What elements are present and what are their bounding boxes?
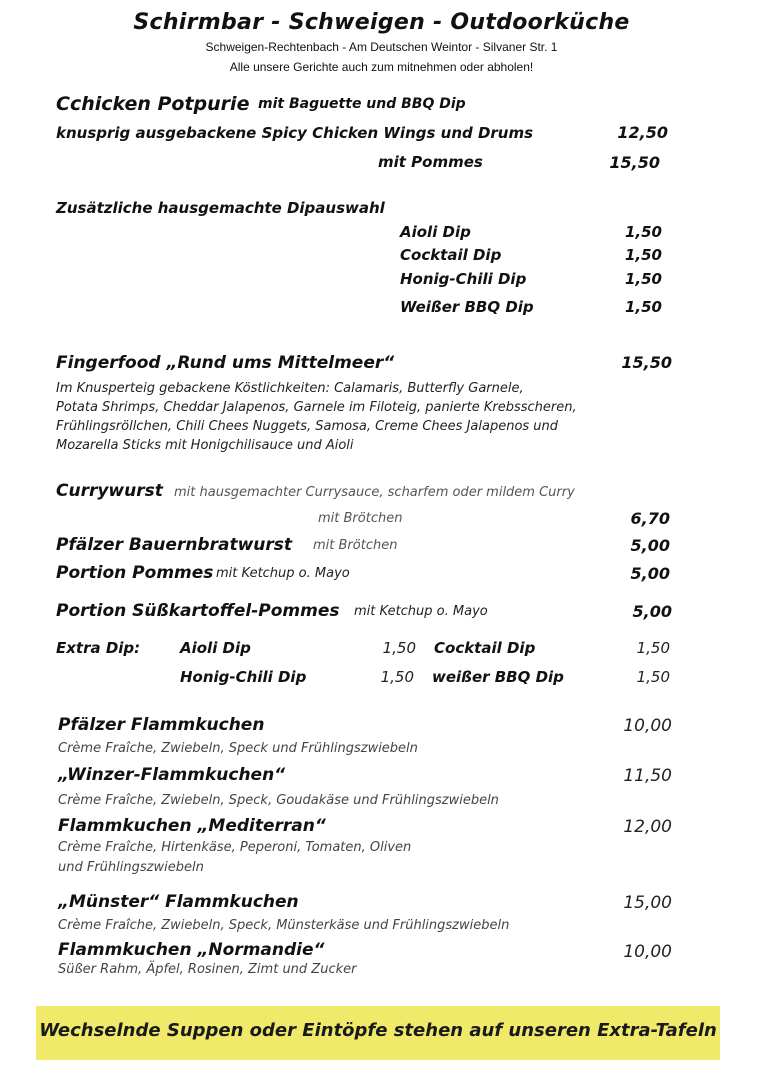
flammkuchen-desc: und Frühlingszwiebeln: [58, 860, 204, 875]
fingerfood-price: 15,50: [621, 353, 672, 372]
chicken-variant: mit Pommes: [378, 153, 483, 171]
pommes-name: Portion Pommes: [56, 563, 214, 583]
flammkuchen-desc: Crème Fraîche, Zwiebeln, Speck und Frühlingszwiebeln: [58, 741, 418, 756]
flammkuchen-desc: Crème Fraîche, Zwiebeln, Speck, Goudakäse und Frühlingszwiebeln: [58, 793, 499, 808]
dip-item: Honig-Chili Dip: [400, 270, 527, 288]
bratwurst-name: Pfälzer Bauernbratwurst: [56, 535, 293, 555]
extra-dip-price: 1,50: [382, 639, 416, 657]
extra-dip-price: 1,50: [380, 668, 414, 686]
chicken-name: Cchicken Potpurie: [56, 93, 250, 115]
currywurst-price: 6,70: [630, 509, 670, 528]
page-title: Schirmbar - Schweigen - Outdoorküche: [133, 10, 630, 35]
suesskartoffel-name: Portion Süßkartoffel-Pommes: [56, 601, 340, 621]
fingerfood-desc: Potata Shrimps, Cheddar Jalapenos, Garnele im Filoteig, panierte Krebsscheren,: [56, 400, 577, 415]
dip-price: 1,50: [624, 270, 662, 288]
flammkuchen-name: „Münster“ Flammkuchen: [58, 892, 299, 912]
flammkuchen-price: 15,00: [623, 893, 672, 913]
dips-heading: Zusätzliche hausgemachte Dipauswahl: [56, 199, 385, 217]
extra-dip-price: 1,50: [636, 639, 670, 657]
dip-price: 1,50: [624, 298, 662, 316]
chicken-desc: knusprig ausgebackene Spicy Chicken Wings und Drums: [56, 124, 534, 142]
dip-price: 1,50: [624, 246, 662, 264]
flammkuchen-price: 10,00: [623, 942, 672, 962]
currywurst-name: Currywurst: [56, 481, 163, 501]
dip-item: Aioli Dip: [400, 223, 471, 241]
chicken-price: 12,50: [617, 123, 668, 142]
suesskartoffel-price: 5,00: [632, 602, 672, 621]
chicken-sub: mit Baguette und BBQ Dip: [258, 96, 466, 112]
flammkuchen-desc: Crème Fraîche, Hirtenkäse, Peperoni, Tomaten, Oliven: [58, 840, 412, 855]
flammkuchen-desc: Süßer Rahm, Äpfel, Rosinen, Zimt und Zucker: [58, 962, 357, 977]
flammkuchen-name: Flammkuchen „Normandie“: [58, 940, 325, 960]
flammkuchen-price: 12,00: [623, 817, 672, 837]
fingerfood-name: Fingerfood „Rund ums Mittelmeer“: [56, 353, 395, 373]
dip-item: Cocktail Dip: [400, 246, 502, 264]
extra-dip-label: Extra Dip:: [56, 639, 141, 657]
pommes-price: 5,00: [630, 564, 670, 583]
extra-dip-price: 1,50: [636, 668, 670, 686]
currywurst-sub: mit hausgemachter Currysauce, scharfem oder mildem Curry: [174, 485, 575, 500]
flammkuchen-desc: Crème Fraîche, Zwiebeln, Speck, Münsterkäse und Frühlingszwiebeln: [58, 918, 510, 933]
flammkuchen-name: „Winzer-Flammkuchen“: [58, 765, 286, 785]
flammkuchen-name: Pfälzer Flammkuchen: [58, 715, 265, 735]
extra-dip-item: Aioli Dip: [180, 639, 251, 657]
address-line: Schweigen-Rechtenbach - Am Deutschen Weintor - Silvaner Str. 1: [205, 40, 558, 54]
extra-dip-item: Cocktail Dip: [434, 639, 536, 657]
extra-dip-item: weißer BBQ Dip: [432, 668, 564, 686]
fingerfood-desc: Mozarella Sticks mit Honigchilisauce und Aioli: [56, 438, 354, 453]
takeaway-note: Alle unsere Gerichte auch zum mitnehmen oder abholen!: [229, 60, 534, 74]
soup-banner-text: Wechselnde Suppen oder Eintöpfe stehen auf unseren Extra-Tafeln: [39, 1020, 717, 1041]
bratwurst-sub: mit Brötchen: [313, 538, 398, 553]
extra-dip-item: Honig-Chili Dip: [180, 668, 307, 686]
dip-price: 1,50: [624, 223, 662, 241]
currywurst-variant: mit Brötchen: [318, 511, 403, 526]
flammkuchen-price: 11,50: [623, 766, 672, 786]
pommes-sub: mit Ketchup o. Mayo: [216, 566, 350, 581]
chicken-variant-price: 15,50: [609, 153, 660, 172]
dip-item: Weißer BBQ Dip: [400, 298, 534, 316]
bratwurst-price: 5,00: [630, 536, 670, 555]
flammkuchen-name: Flammkuchen „Mediterran“: [58, 816, 326, 836]
flammkuchen-price: 10,00: [623, 716, 672, 736]
fingerfood-desc: Im Knusperteig gebackene Köstlichkeiten: Calamaris, Butterfly Garnele,: [56, 381, 524, 396]
fingerfood-desc: Frühlingsröllchen, Chili Chees Nuggets, Samosa, Creme Chees Jalapenos und: [56, 419, 559, 434]
suesskartoffel-sub: mit Ketchup o. Mayo: [354, 604, 488, 619]
